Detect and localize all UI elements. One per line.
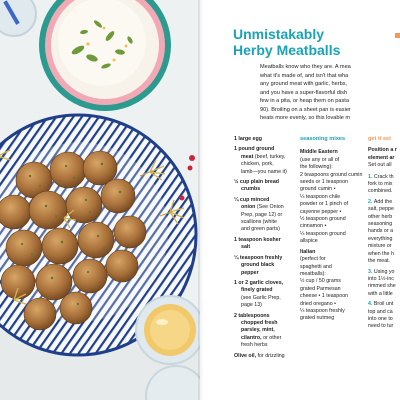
ingredient-text: page 13) [241,302,262,309]
step-text: rimmed she [368,283,396,290]
ingredient-bold-text: ground black [241,262,275,269]
step-line [368,269,400,276]
ingredient-text: or other [261,334,282,341]
get-it-set [368,136,400,334]
step-text: into 1½-inc [368,275,394,282]
setup-step [368,269,400,299]
intro-line: any ground meat with garlic, herbs, [260,81,348,87]
ingredient-text: lamb—you name it) [241,168,287,175]
step-line [368,243,400,250]
ingredient-bold-text: ¼ cup minced [234,196,270,203]
ingredient-text: fresh herbs [241,342,268,349]
set-intro-line [368,147,400,154]
ingredient-item [234,353,294,360]
ingredient-line [234,179,294,186]
step-line [368,174,400,181]
step-line [368,206,400,213]
step-line [368,316,400,323]
mix-line: 2 teaspoons ground cumin [300,171,363,178]
mix-italian-body [300,256,362,323]
ingredient-line [234,212,294,219]
ingredient-line [234,262,294,269]
ingredient-text: scallions (white [241,219,277,226]
ingredient-line [234,146,294,153]
ingredient-text: Prep, page 12) or [241,211,283,218]
ingredient-line [234,320,294,327]
mix-line: ¼ teaspoon chile [300,193,341,200]
intro-line: and you have a super-flavorful dish [260,89,348,96]
page-corner-mark [395,33,400,38]
set-intro-bold: Position a r [368,147,397,154]
ingredient-bold-text: parsley, mint, [241,327,275,334]
step-number: 1. [368,173,374,180]
ingredient-text: for drizzling [256,352,285,359]
ingredient-text: (see Garlic Prep, [241,294,281,301]
step-text: Crack th [373,173,394,180]
step-number: 2. [368,198,374,205]
intro-line: what it's made of, and isn't that wha [260,72,349,79]
step-line [368,323,400,330]
mix-middle-eastern-body [300,157,362,246]
mix-line: the following): [300,164,333,171]
mix-line: cayenne pepper • [300,208,342,215]
step-text: fork to mix [368,181,393,188]
step-line [368,309,400,316]
step-text: the meat. [368,258,391,265]
ingredient-bold-text: meat [241,153,254,160]
intro-line: heats more evenly, so this lovable m [260,115,351,121]
intro-line: 90). Broiling on a sheet pan is easier [260,106,351,113]
ingredient-bold-text: 1 pound ground [234,146,275,153]
ingredient-line [234,154,294,161]
step-line [368,199,400,206]
ingredient-line [234,255,294,262]
step-text: mixture or [368,243,392,250]
mix-line: spaghetti and [300,263,332,270]
ingredient-line [234,335,294,342]
mix-line: (use any or all of [300,156,340,163]
mix-line: ground cumin • [300,186,336,193]
step-number: 4. [368,301,374,308]
set-intro-line [368,155,400,162]
ingredient-line [234,244,294,251]
ingredient-line [234,136,294,143]
ingredient-text: (See Onion [255,204,284,211]
mix-line: allspice [300,238,318,245]
step-line [368,214,400,221]
ingredient-bold-text: 1 or 2 garlic cloves, [234,279,284,286]
ingredient-item [234,313,294,350]
ingredient-line [234,169,294,176]
ingredient-item [234,179,294,194]
step-line [368,258,400,265]
ingredient-bold-text: salt [241,244,251,251]
step-text: top and ca [368,308,393,315]
ingredient-line [234,313,294,320]
ingredient-bold-text: Olive oil, [234,352,257,359]
step-text: other herb [368,213,393,220]
ingredient-bold-text: crumbs [241,186,261,193]
step-text: into one to [368,315,393,322]
step-text: everything [368,235,393,242]
step-line [368,181,400,188]
mix-middle-eastern [300,149,362,245]
recipe-intro [260,63,400,123]
step-text: Broil unt [373,301,394,308]
ingredient-line [234,353,294,360]
ingredient-item [234,197,294,234]
seasoning-mixes-heading: seasoning mixes [300,136,346,142]
ingredient-line [234,237,294,244]
ingredient-bold-text: chopped fresh [241,319,278,326]
step-text: Using yo [373,268,395,275]
setup-step [368,174,400,196]
ingredient-line [234,197,294,204]
recipe-title-line-1: Unmistakably [233,26,325,42]
ingredient-line [234,226,294,233]
step-line [368,236,400,243]
mix-name: Middle Eastern [300,149,338,156]
mix-name: Italian [300,248,316,255]
ingredient-text: chicken, pork, [241,161,274,168]
mix-line: ¼ teaspoon ground [300,230,346,237]
step-line [368,221,400,228]
ingredient-item [234,146,294,176]
set-intro-line: Set out all [368,162,392,169]
mix-line: ¼ teaspoon freshly [300,307,345,314]
ingredients-list [234,136,294,363]
mix-line: ½ cup / 50 grams [300,278,341,285]
ingredient-item [234,255,294,277]
step-line [368,276,400,283]
step-text: when the h [368,250,394,257]
ingredient-bold-text: 1 large egg [234,136,262,142]
ingredient-bold-text: 1 teaspoon kosher [234,236,281,243]
get-it-set-intro [368,147,400,169]
ingredient-line [234,342,294,349]
step-line [368,301,400,308]
step-text: with a little [368,290,393,297]
setup-step [368,301,400,331]
intro-line: few in a pita, or heap them on pasta [260,98,349,104]
ingredient-line [234,295,294,302]
ingredient-text: (beef, turkey, [253,153,286,160]
ingredient-bold-text: ¼ teaspoon freshly [234,254,283,261]
mix-line: grated Parmesan [300,285,341,292]
ingredient-line [234,302,294,309]
setup-step [368,199,400,266]
ingredient-bold-text: cilantro, [241,334,262,341]
ingredient-item [234,237,294,252]
mix-line: (perfect for [300,256,326,263]
get-it-set-heading: get it set [368,136,392,142]
ingredient-item [234,280,294,310]
mix-line: powder or 1 pinch of [300,201,348,208]
mix-line: cinnamon • [300,223,327,230]
step-text: combined. [368,188,393,195]
mix-line: cheese • 1 teaspoon [300,293,349,300]
step-line [368,188,400,195]
ingredient-line [234,161,294,168]
ingredient-line [234,270,294,277]
step-text: need to tur [368,323,394,330]
get-it-set-steps [368,174,400,331]
mix-line: ½ teaspoon ground [300,216,346,223]
recipe-page [204,0,400,400]
ingredient-bold-text: 2 tablespoons [234,312,270,319]
ingredient-bold-text: finely grated [241,287,273,294]
ingredient-line [234,186,294,193]
step-line [368,228,400,235]
ingredient-bold-text: ½ cup plain bread [234,179,280,186]
seasoning-mixes [300,136,362,326]
mix-line: grated nutmeg [300,315,335,322]
intro-line: Meatballs know who they are. A mea [260,64,351,70]
mix-line: meatballs): [300,270,326,277]
ingredient-line [234,287,294,294]
step-text: salt, peppe [368,206,394,213]
step-text: Add the [373,198,393,205]
mix-line: seeds or 1 teaspoon [300,179,349,186]
recipe-title-line-2: Herby Meatballs [233,42,341,58]
step-line [368,251,400,258]
ingredient-bold-text: onion [241,204,256,211]
ingredient-item [234,136,294,143]
ingredient-line [234,219,294,226]
ingredient-text: and green parts) [241,226,280,233]
step-line [368,283,400,290]
mix-italian [300,249,362,323]
ingredient-line [234,327,294,334]
mix-line: dried oregano • [300,300,337,307]
step-number: 3. [368,268,374,275]
ingredient-bold-text: pepper [241,269,259,276]
set-intro-bold: element ar [368,154,395,161]
step-text: hands or a [368,228,394,235]
ingredient-line [234,204,294,211]
recipe-title [233,26,340,58]
step-text: seasoning [368,221,393,228]
step-line [368,291,400,298]
ingredient-line [234,280,294,287]
